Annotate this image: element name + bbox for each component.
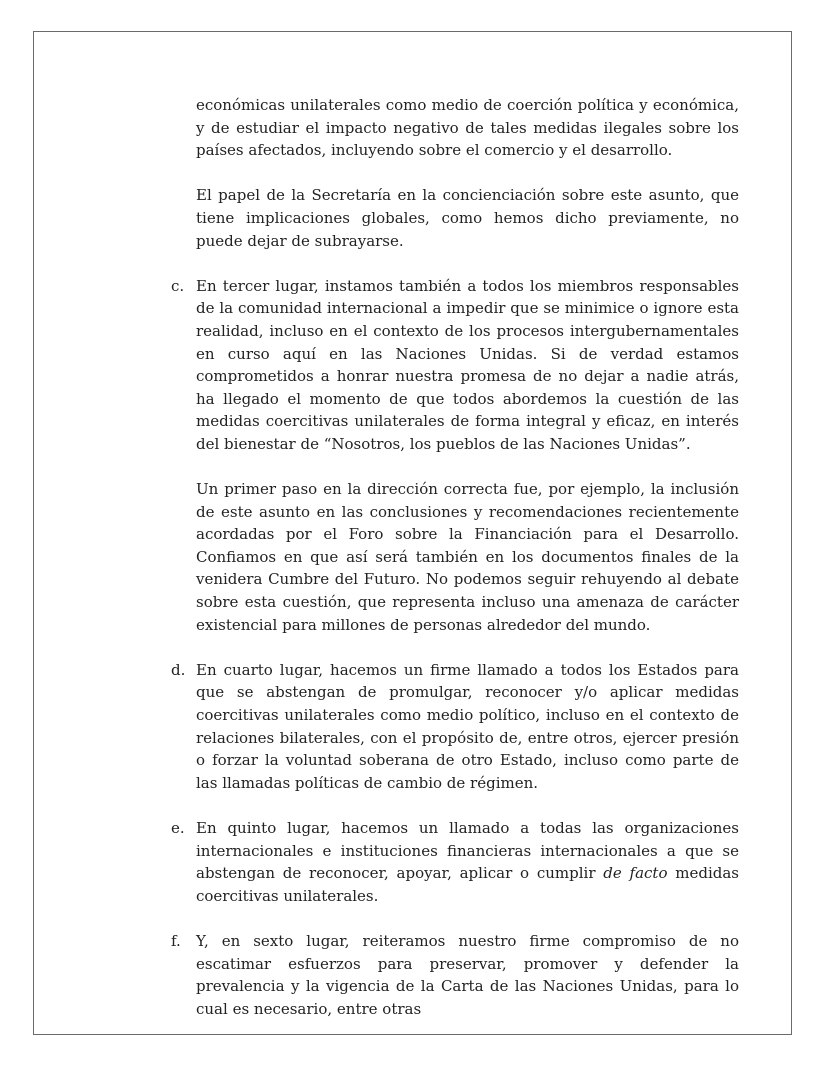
list-item-f (171, 930, 739, 1020)
list-item-f-text: Y, en sexto lugar, reiteramos nuestro firme compromiso de no escatimar esfuerzos para preservar, promover y defender la prevalencia y la vigencia de la Carta de las Naciones Unidas, para lo cual es necesario, entre otras (196, 931, 739, 1018)
list-item-c-text: En tercer lugar, instamos también a todos los miembros responsables de la comunidad internacional a impedir que se minimice o ignore esta realidad, incluso en el contexto de los procesos intergubernamentales en curso aquí en las Naciones Unidas. Si de verdad estamos comprometidos a honrar nuestra promesa de no dejar a nadie atrás, ha llegado el momento de que todos abordemos la cuestión de las medidas coercitivas unilaterales de forma integral y eficaz, en interés del bienestar de “Nosotros, los pueblos de las Naciones Unidas”. (196, 276, 739, 453)
list-item-e-text-before: En quinto lugar, hacemos un llamado a todas las organizaciones internacionales e instituciones financieras internacionales a que se abstengan de reconocer, apoyar, aplicar o cumplir (196, 819, 739, 883)
list-marker-e: e. (171, 819, 185, 837)
paragraph-primer-paso: Un primer paso en la dirección correcta fue, por ejemplo, la inclusión de este asunto en las conclusiones y recomendaciones recientemente acordadas por el Foro sobre la Financiación para el Desarrollo. Confiamos en que así será también en los documentos finales de la venidera Cumbre del Futuro. No podemos seguir rehuyendo al debate sobre esta cuestión, que representa incluso una amenaza de carácter existencial para millones de personas alrededor del mundo. (196, 480, 739, 634)
page-content (171, 94, 740, 1020)
paragraph-secretaria: El papel de la Secretaría en la concienciación sobre este asunto, que tiene implicaciones globales, como hemos dicho previamente, no puede dejar de subrayarse. (196, 186, 739, 250)
list-marker-f: f. (171, 931, 181, 950)
list-marker-c: c. (171, 276, 185, 295)
list-item-d-text: En cuarto lugar, hacemos un firme llamado a todos los Estados para que se abstengan de promulgar, reconocer y/o aplicar medidas coercitivas unilaterales como medio político, incluso en el contexto de relaciones bilaterales, con el propósito de, entre otros, ejercer presión o forzar la voluntad soberana de otro Estado, incluso como parte de las llamadas políticas de cambio de régimen. (196, 660, 739, 792)
list-item-c (171, 275, 739, 456)
list-item-e (171, 817, 740, 907)
list-item-e-italic-phrase: de facto (603, 864, 668, 883)
list-item-e-text-after: medidas coercitivas unilaterales. (196, 864, 740, 905)
paragraph-continuation: económicas unilaterales como medio de coerción política y económica, y de estudiar el impacto negativo de tales medidas ilegales sobre los países afectados, incluyendo sobre el comercio y el desarrollo. (196, 96, 739, 160)
list-item-d (171, 659, 739, 795)
list-marker-d: d. (171, 660, 186, 679)
document-page (33, 31, 792, 1035)
